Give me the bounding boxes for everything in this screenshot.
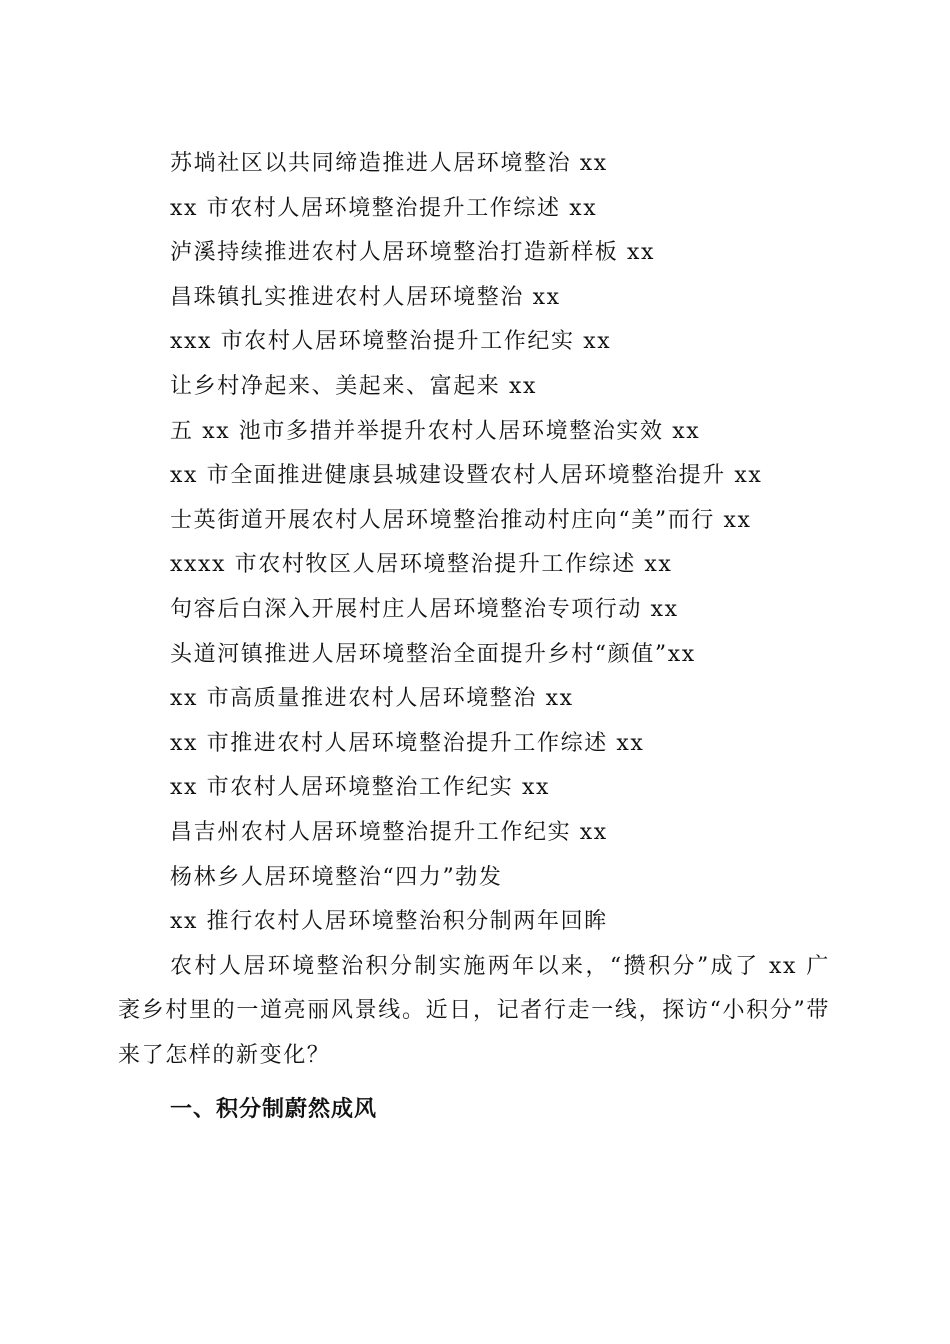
list-item: 杨林乡人居环境整治“四力”勃发	[170, 864, 503, 890]
list-item: 五 xx 池市多措并举提升农村人居环境整治实效 xx	[170, 418, 701, 444]
list-item: xx 市农村人居环境整治提升工作综述 xx	[170, 195, 598, 221]
section-heading: 一、积分制蔚然成风	[170, 1097, 378, 1123]
list-item: xx 推行农村人居环境整治积分制两年回眸	[170, 909, 608, 935]
list-item: 昌珠镇扎实推进农村人居环境整治 xx	[170, 284, 561, 310]
intro-paragraph: 农村人居环境整治积分制实施两年以来，“攒积分”成了 xx 广袤乡村里的一道亮丽风景线。近日，记者行走一线，探访“小积分”带来了怎样的新变化？	[118, 953, 830, 1068]
list-item: 泸溪持续推进农村人居环境整治打造新样板 xx	[170, 240, 656, 266]
list-item: 句容后白深入开展村庄人居环境整治专项行动 xx	[170, 596, 679, 622]
list-item: xx 市全面推进健康县城建设暨农村人居环境整治提升 xx	[170, 463, 763, 489]
document-body	[118, 142, 830, 1133]
list-item: xxxx 市农村牧区人居环境整治提升工作综述 xx	[170, 552, 673, 578]
list-item: 苏埫社区以共同缔造推进人居环境整治 xx	[170, 151, 608, 176]
list-item: xx 市推进农村人居环境整治提升工作综述 xx	[170, 730, 645, 756]
list-item: 让乡村净起来、美起来、富起来 xx	[170, 373, 538, 399]
list-item: xxx 市农村人居环境整治提升工作纪实 xx	[170, 329, 612, 355]
list-item: xx 市农村人居环境整治工作纪实 xx	[170, 775, 551, 801]
list-item: 头道河镇推进人居环境整治全面提升乡村“颜值”xx	[170, 641, 696, 667]
article-title-list	[118, 142, 830, 945]
list-item: 昌吉州农村人居环境整治提升工作纪实 xx	[170, 819, 608, 845]
list-item: xx 市高质量推进农村人居环境整治 xx	[170, 686, 574, 712]
list-item: 士英街道开展农村人居环境整治推动村庄向“美”而行 xx	[170, 507, 752, 533]
